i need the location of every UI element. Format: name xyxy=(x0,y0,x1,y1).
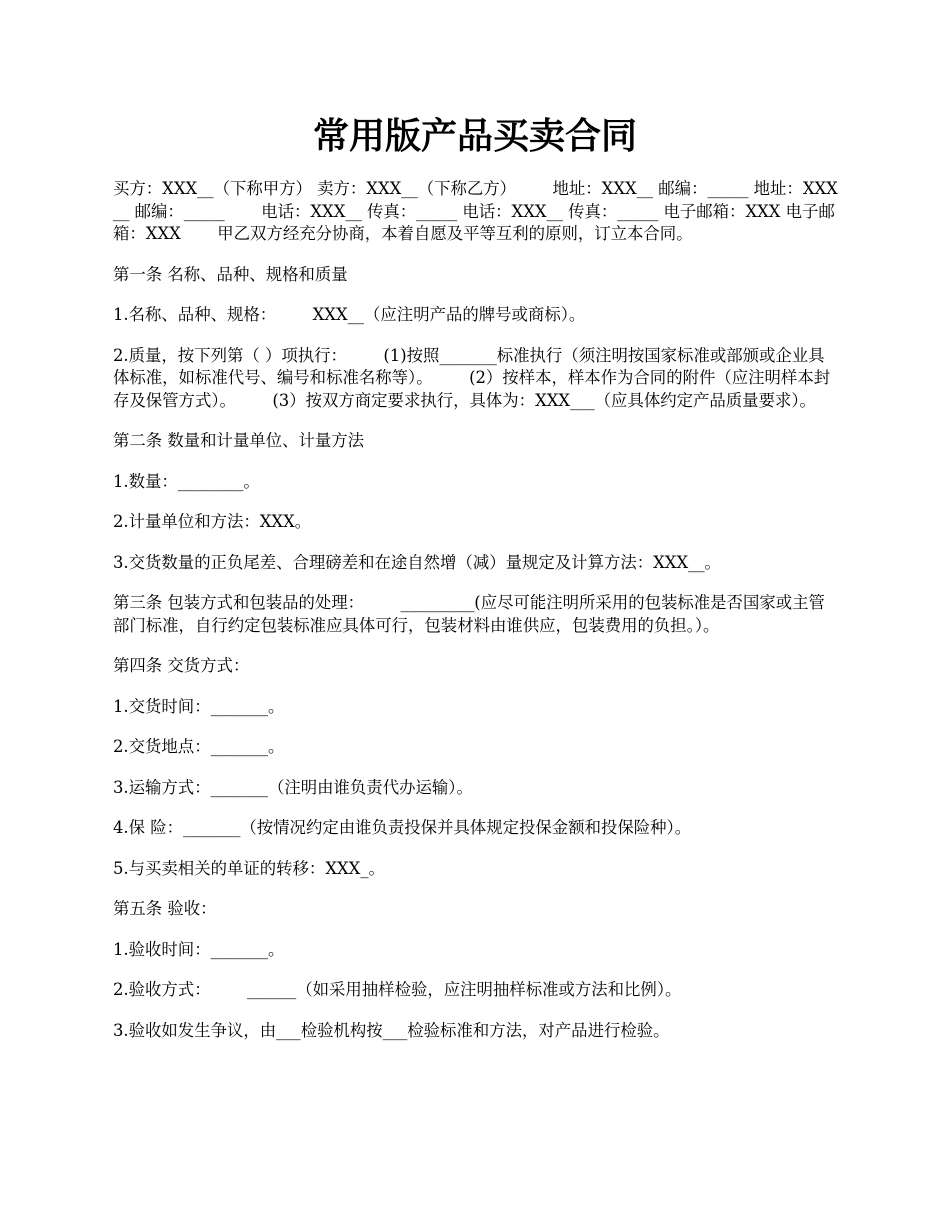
clause-paragraph: 1.验收时间：_______。 xyxy=(113,939,285,959)
clause-paragraph: 2.质量，按下列第（ ）项执行： (1)按照_______标准执行（须注明按国家标准或部颁或企业具体标准，如标准代号、编号和标准名称等）。 (2）按样本，样本作为合同的附件（应注明样本封存及保管方式）。 (3）按双方商定要求执行，具体为：XXX___（应具体约定产品质量要求）。 xyxy=(113,345,831,410)
parties-paragraph: 买方：XXX__（下称甲方） 卖方：XXX__（下称乙方） 地址：XXX__ 邮编：_____ 地址：XXX__ 邮编：_____ 电话：XXX__ 传真：_____ 电话：XXX__ 传真：_____ 电子邮箱：XXX 电子邮箱：XXX 甲乙双方经充分协商，本着自愿及平等互利的原则，订立本合同。 xyxy=(113,179,838,243)
clause-paragraph: 1.数量：________。 xyxy=(113,471,260,491)
clause-paragraph: 1.交货时间：_______。 xyxy=(113,696,285,716)
clause-paragraph: 2.交货地点：_______。 xyxy=(113,737,285,756)
clause-paragraph: 4.保 险：_______（按情况约定由谁负责投保并具体规定投保金额和投保险种）。 xyxy=(113,818,692,837)
clause-paragraph: 5.与买卖相关的单证的转移：XXX_。 xyxy=(113,858,385,878)
clause-paragraph: 2.计量单位和方法：XXX。 xyxy=(113,512,312,531)
clause-paragraph: 2.验收方式： ______（如采用抽样检验，应注明抽样标准或方法和比例）。 xyxy=(113,980,682,999)
section-heading: 第四条 交货方式： xyxy=(113,656,250,675)
clause-paragraph: 1.名称、品种、规格： XXX__（应注明产品的牌号或商标）。 xyxy=(113,305,586,324)
document-body xyxy=(113,178,839,1060)
clause-paragraph: 3.交货数量的正负尾差、合理磅差和在途自然增（减）量规定及计算方法：XXX__。 xyxy=(113,552,721,572)
section-heading: 第三条 包装方式和包装品的处理： _________(应尽可能注明所采用的包装标准是否国家或主管部门标准，自行约定包装标准应具体可行，包装材料由谁供应，包装费用的负担。）。 xyxy=(113,593,825,635)
section-heading: 第一条 名称、品种、规格和质量 xyxy=(113,264,348,284)
clause-paragraph: 3.验收如发生争议，由___检验机构按___检验标准和方法，对产品进行检验。 xyxy=(113,1020,670,1040)
section-heading: 第二条 数量和计量单位、计量方法 xyxy=(113,431,365,450)
document-title: 常用版产品买卖合同 xyxy=(312,115,637,157)
section-heading: 第五条 验收： xyxy=(113,899,217,918)
clause-paragraph: 3.运输方式：_______（注明由谁负责代办运输）。 xyxy=(113,777,473,797)
